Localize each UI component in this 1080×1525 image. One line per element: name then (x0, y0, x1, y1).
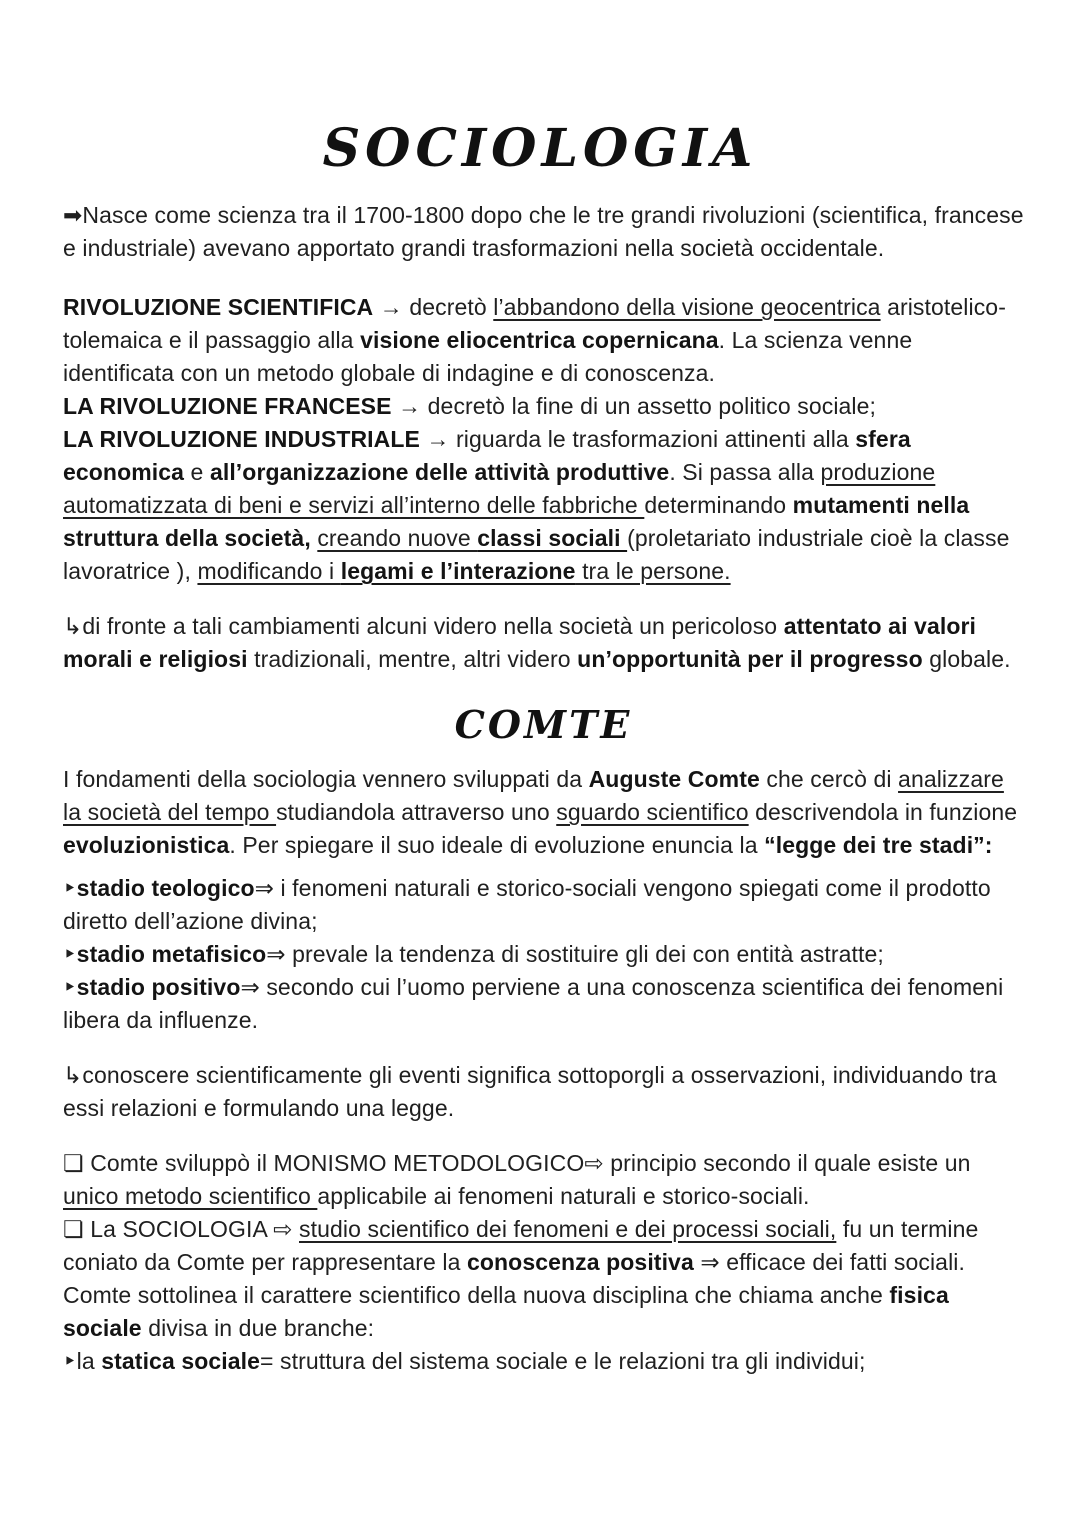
list-item-stadio-positivo: ‣stadio positivo⇒ secondo cui l’uomo perviene a una conoscenza scientifica dei fenomeni libera da influenze. (63, 974, 1004, 1033)
section-title-comte: COMTE (454, 702, 633, 747)
list-item-stadio-metafisico: ‣stadio metafisico⇒ prevale la tendenza di sostituire gli dei con entità astratte; (63, 941, 884, 967)
paragraph-monismo-metodologico: ❏ Comte sviluppò il MONISMO METODOLOGICO⇨ principio secondo il quale esiste un unico metodo scientifico applicabile ai fenomeni naturali e storico-sociali. (63, 1150, 971, 1209)
list-item-statica-sociale: ‣la statica sociale= struttura del sistema sociale e le relazioni tra gli individui; (63, 1348, 866, 1374)
paragraph-rivoluzione-industriale: LA RIVOLUZIONE INDUSTRIALE → riguarda le trasformazioni attinenti alla sfera economica e all’organizzazione delle attività produttive. Si passa alla produzione automatizzata di beni e servizi all’interno delle fabbriche determinando mutamenti nella struttura della società, creando nuove classi sociali (proletariato industriale cioè la classe lavoratrice ), modificando i legami e l’interazione tra le persone. (63, 426, 1010, 584)
list-item-stadio-teologico: ‣stadio teologico⇒ i fenomeni naturali e storico-sociali vengono spiegati come il prodotto diretto dell’azione divina; (63, 875, 991, 934)
paragraph-fondamenti: I fondamenti della sociologia vennero sviluppati da Auguste Comte che cercò di analizzare la società del tempo studiandola attraverso uno sguardo scientifico descrivendola in funzione evoluzionistica. Per spiegare il suo ideale di evoluzione enuncia la “legge dei tre stadi”: (63, 766, 1018, 858)
document-content (0, 199, 1080, 1378)
paragraph-intro: ➡Nasce come scienza tra il 1700-1800 dopo che le tre grandi rivoluzioni (scientifica, francese e industriale) avevano apportato grandi trasformazioni nella società occidentale. (63, 202, 1024, 261)
paragraph-conoscere-scientificamente: ↳conoscere scientificamente gli eventi significa sottoporgli a osservazioni, individuando tra essi relazioni e formulando una legge. (63, 1062, 997, 1121)
paragraph-reazioni-cambiamenti: ↳di fronte a tali cambiamenti alcuni videro nella società un pericoloso attentato ai valori morali e religiosi tradizionali, mentre, altri videro un’opportunità per il progresso globale. (63, 613, 1011, 672)
page-title: SOCIOLOGIA (322, 118, 758, 179)
paragraph-definizione-sociologia: ❏ La SOCIOLOGIA ⇨ studio scientifico dei fenomeni e dei processi sociali, fu un termine coniato da Comte per rappresentare la conoscenza positiva ⇒ efficace dei fatti sociali. Comte sottolinea il carattere scientifico della nuova disciplina che chiama anche fisica sociale divisa in due branche: (63, 1216, 979, 1341)
paragraph-rivoluzione-francese: LA RIVOLUZIONE FRANCESE → decretò la fine di un assetto politico sociale; (63, 393, 877, 419)
paragraph-rivoluzione-scientifica: RIVOLUZIONE SCIENTIFICA → decretò l’abbandono della visione geocentrica aristotelico-tolemaica e il passaggio alla visione eliocentrica copernicana. La scienza venne identificata con un metodo globale di indagine e di conoscenza. (63, 294, 1006, 386)
